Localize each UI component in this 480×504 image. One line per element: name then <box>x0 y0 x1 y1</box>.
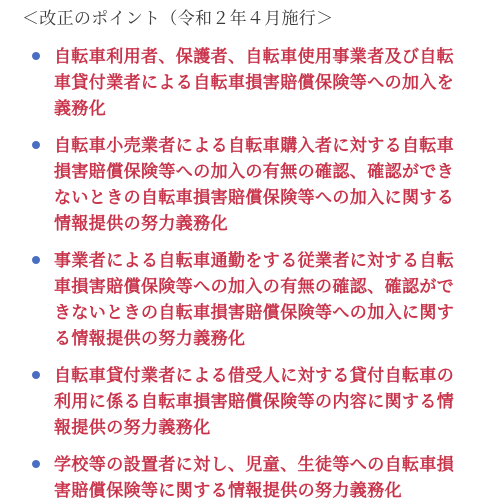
bullet-dot-icon <box>32 371 40 379</box>
bullet-dot-icon <box>32 141 40 149</box>
bullet-dot-icon <box>32 256 40 264</box>
list-item <box>30 133 466 237</box>
bullet-dot-icon <box>32 460 40 468</box>
list-item <box>30 452 466 504</box>
point-text: 自転車貸付業者による借受人に対する貸付自転車の利用に係る自転車損害賠償保険等の内容に関する情報提供の努力義務化 <box>54 366 455 438</box>
section-heading: ＜改正のポイント（令和２年４月施行＞ <box>22 9 334 29</box>
reform-points-list <box>30 44 466 504</box>
point-text: 学校等の設置者に対し、児童、生徒等への自転車損害賠償保険等に関する情報提供の努力義務化 <box>54 455 455 501</box>
list-item <box>30 248 466 352</box>
list-item <box>30 44 466 122</box>
point-text: 事業者による自転車通勤をする従業者に対する自転車損害賠償保険等への加入の有無の確認、確認ができないときの自転車損害賠償保険等への加入に関する情報提供の努力義務化 <box>54 251 455 349</box>
list-item <box>30 363 466 441</box>
point-text: 自転車小売業者による自転車購入者に対する自転車損害賠償保険等への加入の有無の確認、確認ができないときの自転車損害賠償保険等への加入に関する情報提供の努力義務化 <box>54 136 455 234</box>
point-text: 自転車利用者、保護者、自転車使用事業者及び自転車貸付業者による自転車損害賠償保険等への加入を義務化 <box>54 47 455 119</box>
bullet-dot-icon <box>32 52 40 60</box>
